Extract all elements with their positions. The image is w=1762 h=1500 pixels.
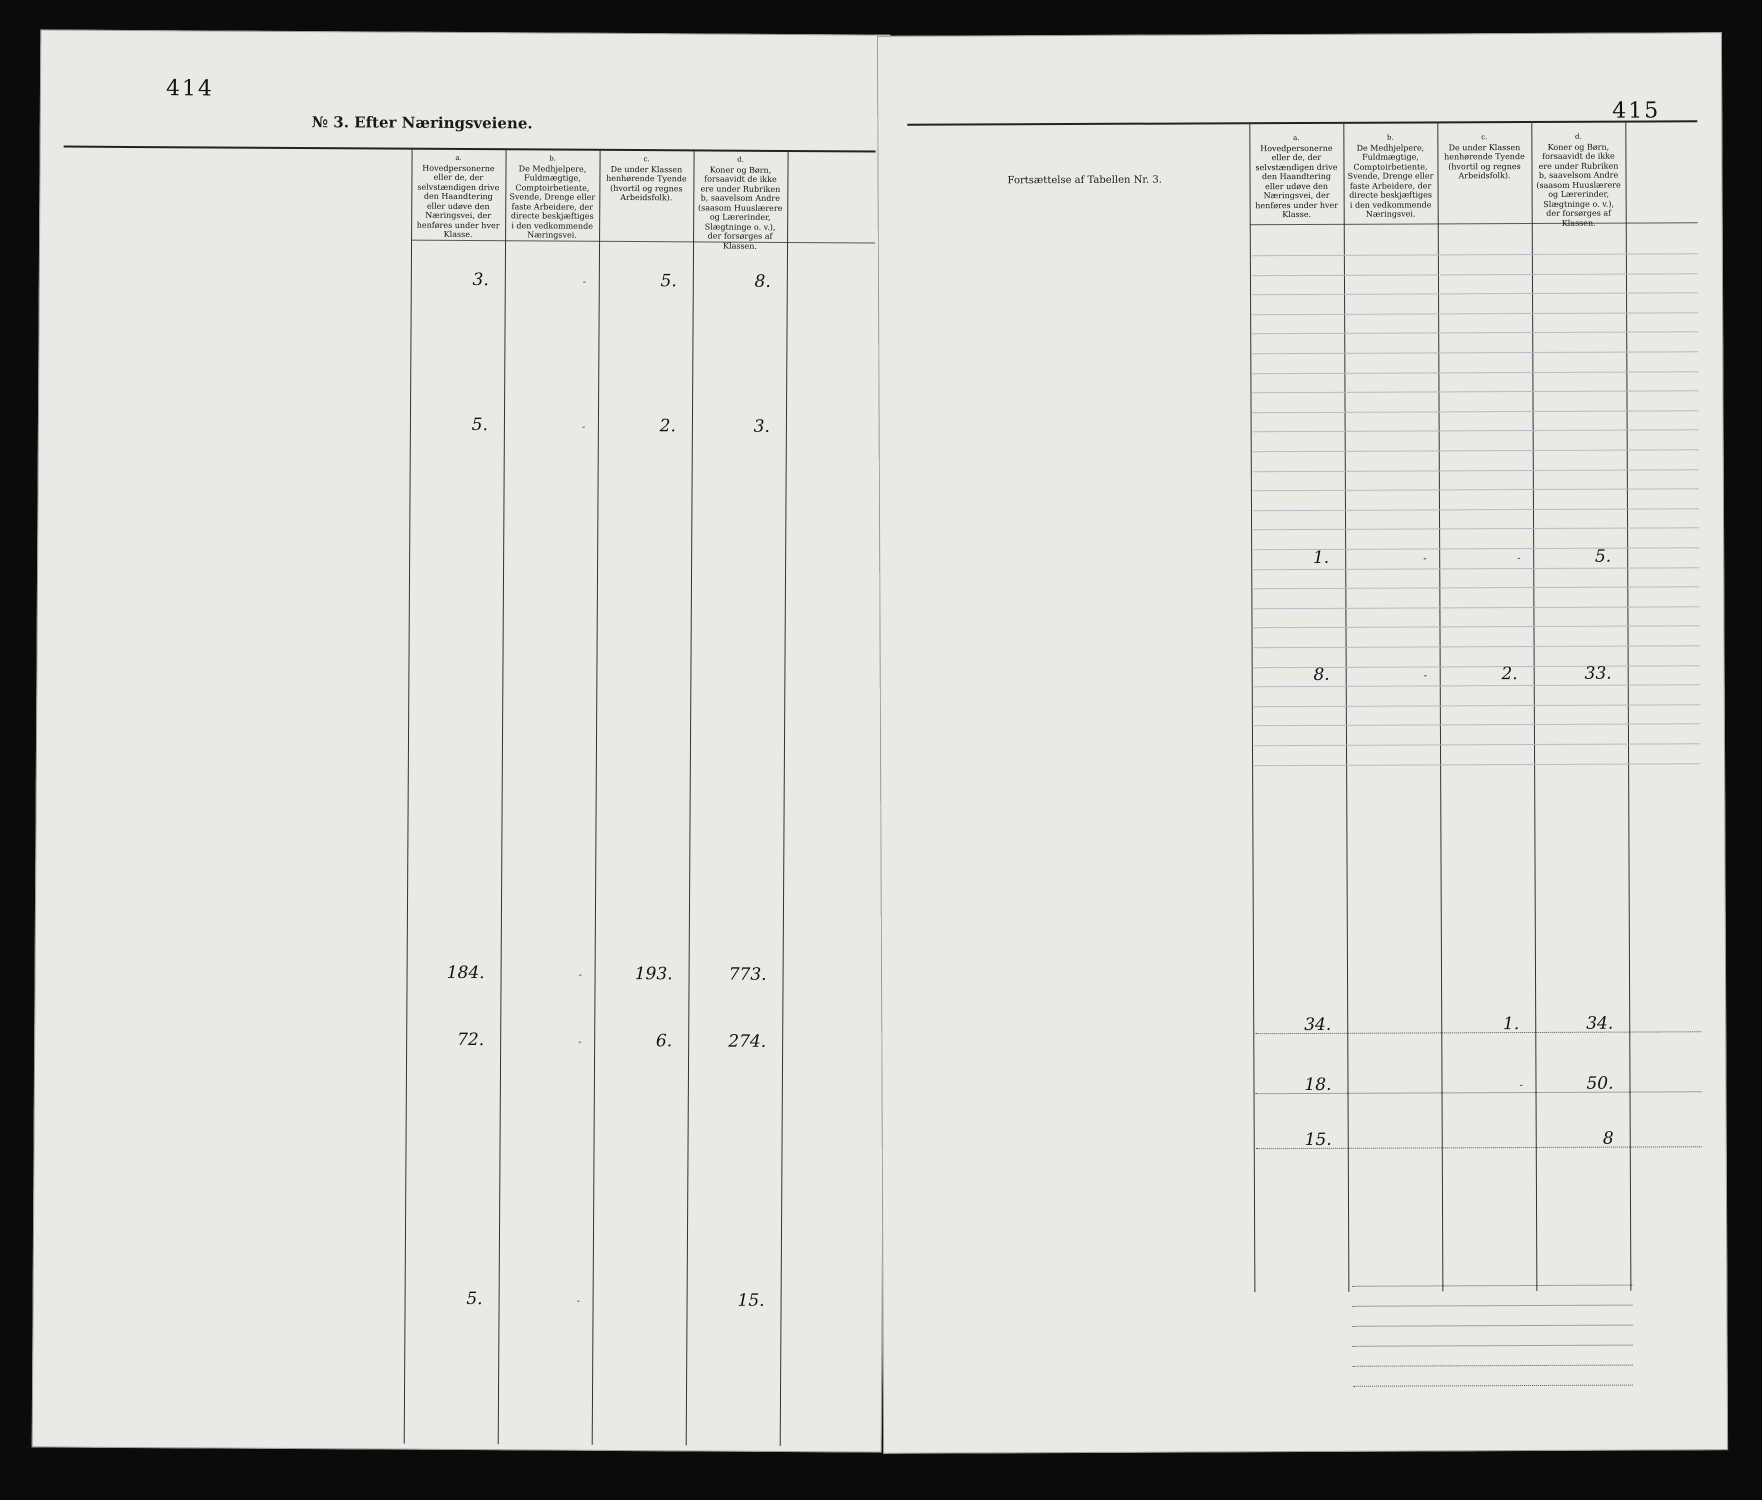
row-rule xyxy=(1253,469,1699,472)
row-rule xyxy=(1252,253,1698,256)
column-header-b: b. De Medhjelpere, Fuldmægtige, Comptoirbetiente, Svende, Drenge eller faste Arbeidere, der directe beskjæftiges i den vedkommende Næringsvei. xyxy=(1347,133,1434,219)
section-title xyxy=(88,737,408,739)
cell-value: 2. xyxy=(659,416,676,437)
row-rule xyxy=(1252,371,1698,374)
row-rule xyxy=(1253,626,1699,629)
cell-value: 3. xyxy=(472,270,489,291)
dotted-fill xyxy=(1352,1285,1632,1287)
row-rule xyxy=(1254,704,1700,707)
cell-value: 1. xyxy=(1312,547,1330,568)
column-header-a: a. Hovedpersonerne eller de, der selvstændigen drive den Haandtering eller udøve den Næringsvei, der henføres under hver Klasse. xyxy=(1255,134,1339,220)
column-rule xyxy=(498,148,507,1444)
section-note xyxy=(87,590,405,592)
column-header-c: c. De under Klassen henhørende Tyende (hvortil og regnes Arbeidsfolk). xyxy=(1444,133,1525,181)
row-rule xyxy=(1254,645,1700,648)
page-number: 415 xyxy=(1612,98,1661,124)
dotted-fill xyxy=(1353,1345,1633,1347)
row-rule xyxy=(1254,763,1700,766)
column-rule xyxy=(1625,121,1631,1291)
header-bottom-rule xyxy=(411,240,875,244)
column-header-d: d. Koner og Børn, forsaavidt de ikke ere under Rubriken b, saavelsom Andre (saasom Huuslærere og Lærerinder, Slægtninge o. v.), der forsørges af Klassen. xyxy=(1536,132,1621,228)
header-bottom-rule xyxy=(1250,222,1698,225)
row-rule xyxy=(1253,586,1699,589)
cell-value: 1. xyxy=(1502,1014,1520,1035)
section-note xyxy=(86,686,404,688)
section-title xyxy=(88,775,408,777)
cell-value: 274. xyxy=(728,1031,767,1052)
row-rule xyxy=(1252,351,1698,354)
row-rule xyxy=(1252,292,1698,295)
column-rule xyxy=(1343,122,1349,1292)
header-rule xyxy=(64,146,876,153)
section-title xyxy=(91,272,411,274)
dotted-fill xyxy=(1353,1365,1633,1367)
cell-value: 2. xyxy=(1501,664,1518,685)
section-title xyxy=(90,417,410,419)
column-rule xyxy=(1437,121,1443,1291)
column-header-a: a. Hovedpersonerne eller de, der selvstændigen drive den Haandtering eller udøve den Næringsvei, der henføres under hver Klasse. xyxy=(416,153,500,240)
cell-value: 8. xyxy=(1313,665,1330,686)
dotted-fill xyxy=(1353,1385,1633,1387)
section-title xyxy=(86,1032,406,1034)
column-rule xyxy=(686,149,695,1445)
page-number: 414 xyxy=(165,76,215,102)
section-title xyxy=(86,1070,416,1072)
cell-dash: - xyxy=(1423,553,1427,565)
row-rule xyxy=(1252,332,1698,335)
cell-value: 5. xyxy=(466,1289,483,1310)
cell-dash: - xyxy=(1423,670,1428,682)
cell-dash: - xyxy=(1519,1080,1523,1092)
dotted-fill xyxy=(1353,1325,1633,1327)
section-note xyxy=(88,433,406,435)
right-page xyxy=(877,32,1728,1454)
cell-dash: - xyxy=(582,276,587,288)
column-rule xyxy=(780,150,789,1446)
cell-value: 5. xyxy=(471,415,488,436)
row-rule xyxy=(1252,273,1698,276)
cell-value: 18. xyxy=(1304,1074,1332,1095)
section-title xyxy=(87,965,407,967)
dotted-fill xyxy=(1352,1305,1632,1307)
row-rule xyxy=(1252,390,1698,393)
column-rule xyxy=(592,149,601,1445)
continuation-title: Fortsættelse af Tabellen Nr. 3. xyxy=(1007,174,1162,187)
header-rule xyxy=(907,120,1697,125)
left-page xyxy=(32,29,891,1452)
section-note xyxy=(915,1037,1251,1038)
section-title xyxy=(89,524,419,526)
cell-value: 773. xyxy=(728,964,767,985)
cell-value: 193. xyxy=(634,964,673,985)
section-note xyxy=(916,1152,1252,1153)
cell-value: 15. xyxy=(1304,1129,1332,1150)
column-rule xyxy=(1249,122,1255,1292)
section-note xyxy=(89,288,407,290)
column-rule xyxy=(1531,121,1537,1291)
row-rule xyxy=(1253,410,1699,413)
section-title xyxy=(87,840,407,842)
cell-value: 34. xyxy=(1586,1013,1614,1034)
cell-dash: - xyxy=(578,1036,582,1048)
row-rule xyxy=(1253,606,1699,609)
row-rule xyxy=(1253,430,1699,433)
row-rule xyxy=(1252,312,1698,315)
cell-value: 8. xyxy=(754,271,771,292)
section-note xyxy=(86,791,404,793)
section-note xyxy=(85,910,403,912)
page-title: № 3. Efter Næringsveiene. xyxy=(311,113,533,133)
cell-value: 6. xyxy=(655,1031,673,1052)
row-rule xyxy=(1253,449,1699,452)
cell-value: 8 xyxy=(1602,1128,1614,1149)
row-rule xyxy=(1253,508,1699,511)
cell-value: 15. xyxy=(737,1290,765,1311)
row-rule xyxy=(1254,724,1700,727)
section-note xyxy=(916,1097,1252,1098)
column-rule xyxy=(404,148,413,1444)
cell-value: 33. xyxy=(1584,663,1612,684)
trades-note xyxy=(920,769,1250,770)
cell-dash: - xyxy=(576,1295,581,1307)
cell-dash: - xyxy=(1517,552,1521,564)
cell-value: 50. xyxy=(1586,1073,1614,1094)
row-rule xyxy=(1253,528,1699,531)
row-rule xyxy=(1253,488,1699,491)
cell-dash: - xyxy=(581,421,586,433)
column-header-c: c. De under Klassen henhørende Tyende (hvortil og regnes Arbeidsfolk). xyxy=(606,155,687,203)
cell-value: 5. xyxy=(1594,546,1612,567)
section-note xyxy=(84,1048,402,1050)
column-header-b: b. De Medhjelpere, Fuldmægtige, Comptoirbetiente, Svende, Drenge eller faste Arbeidere, der directe beskjæftiges i den vedkommende Næringsvei. xyxy=(509,154,596,240)
section-title xyxy=(88,670,408,672)
cell-value: 72. xyxy=(457,1029,485,1051)
cell-value: 5. xyxy=(660,271,677,292)
section-note xyxy=(85,981,403,983)
cell-value: 3. xyxy=(753,416,770,437)
cell-value: 34. xyxy=(1304,1014,1332,1035)
cell-value: 184. xyxy=(446,962,485,984)
row-rule xyxy=(1254,743,1700,746)
cell-dash: - xyxy=(578,969,582,981)
column-header-d: d. Koner og Børn, forsaavidt de ikke ere under Rubriken b, saavelsom Andre (saasom Huuslærere og Lærerinder, Slægtninge o. v.), der forsørges af Klassen. xyxy=(698,155,783,251)
